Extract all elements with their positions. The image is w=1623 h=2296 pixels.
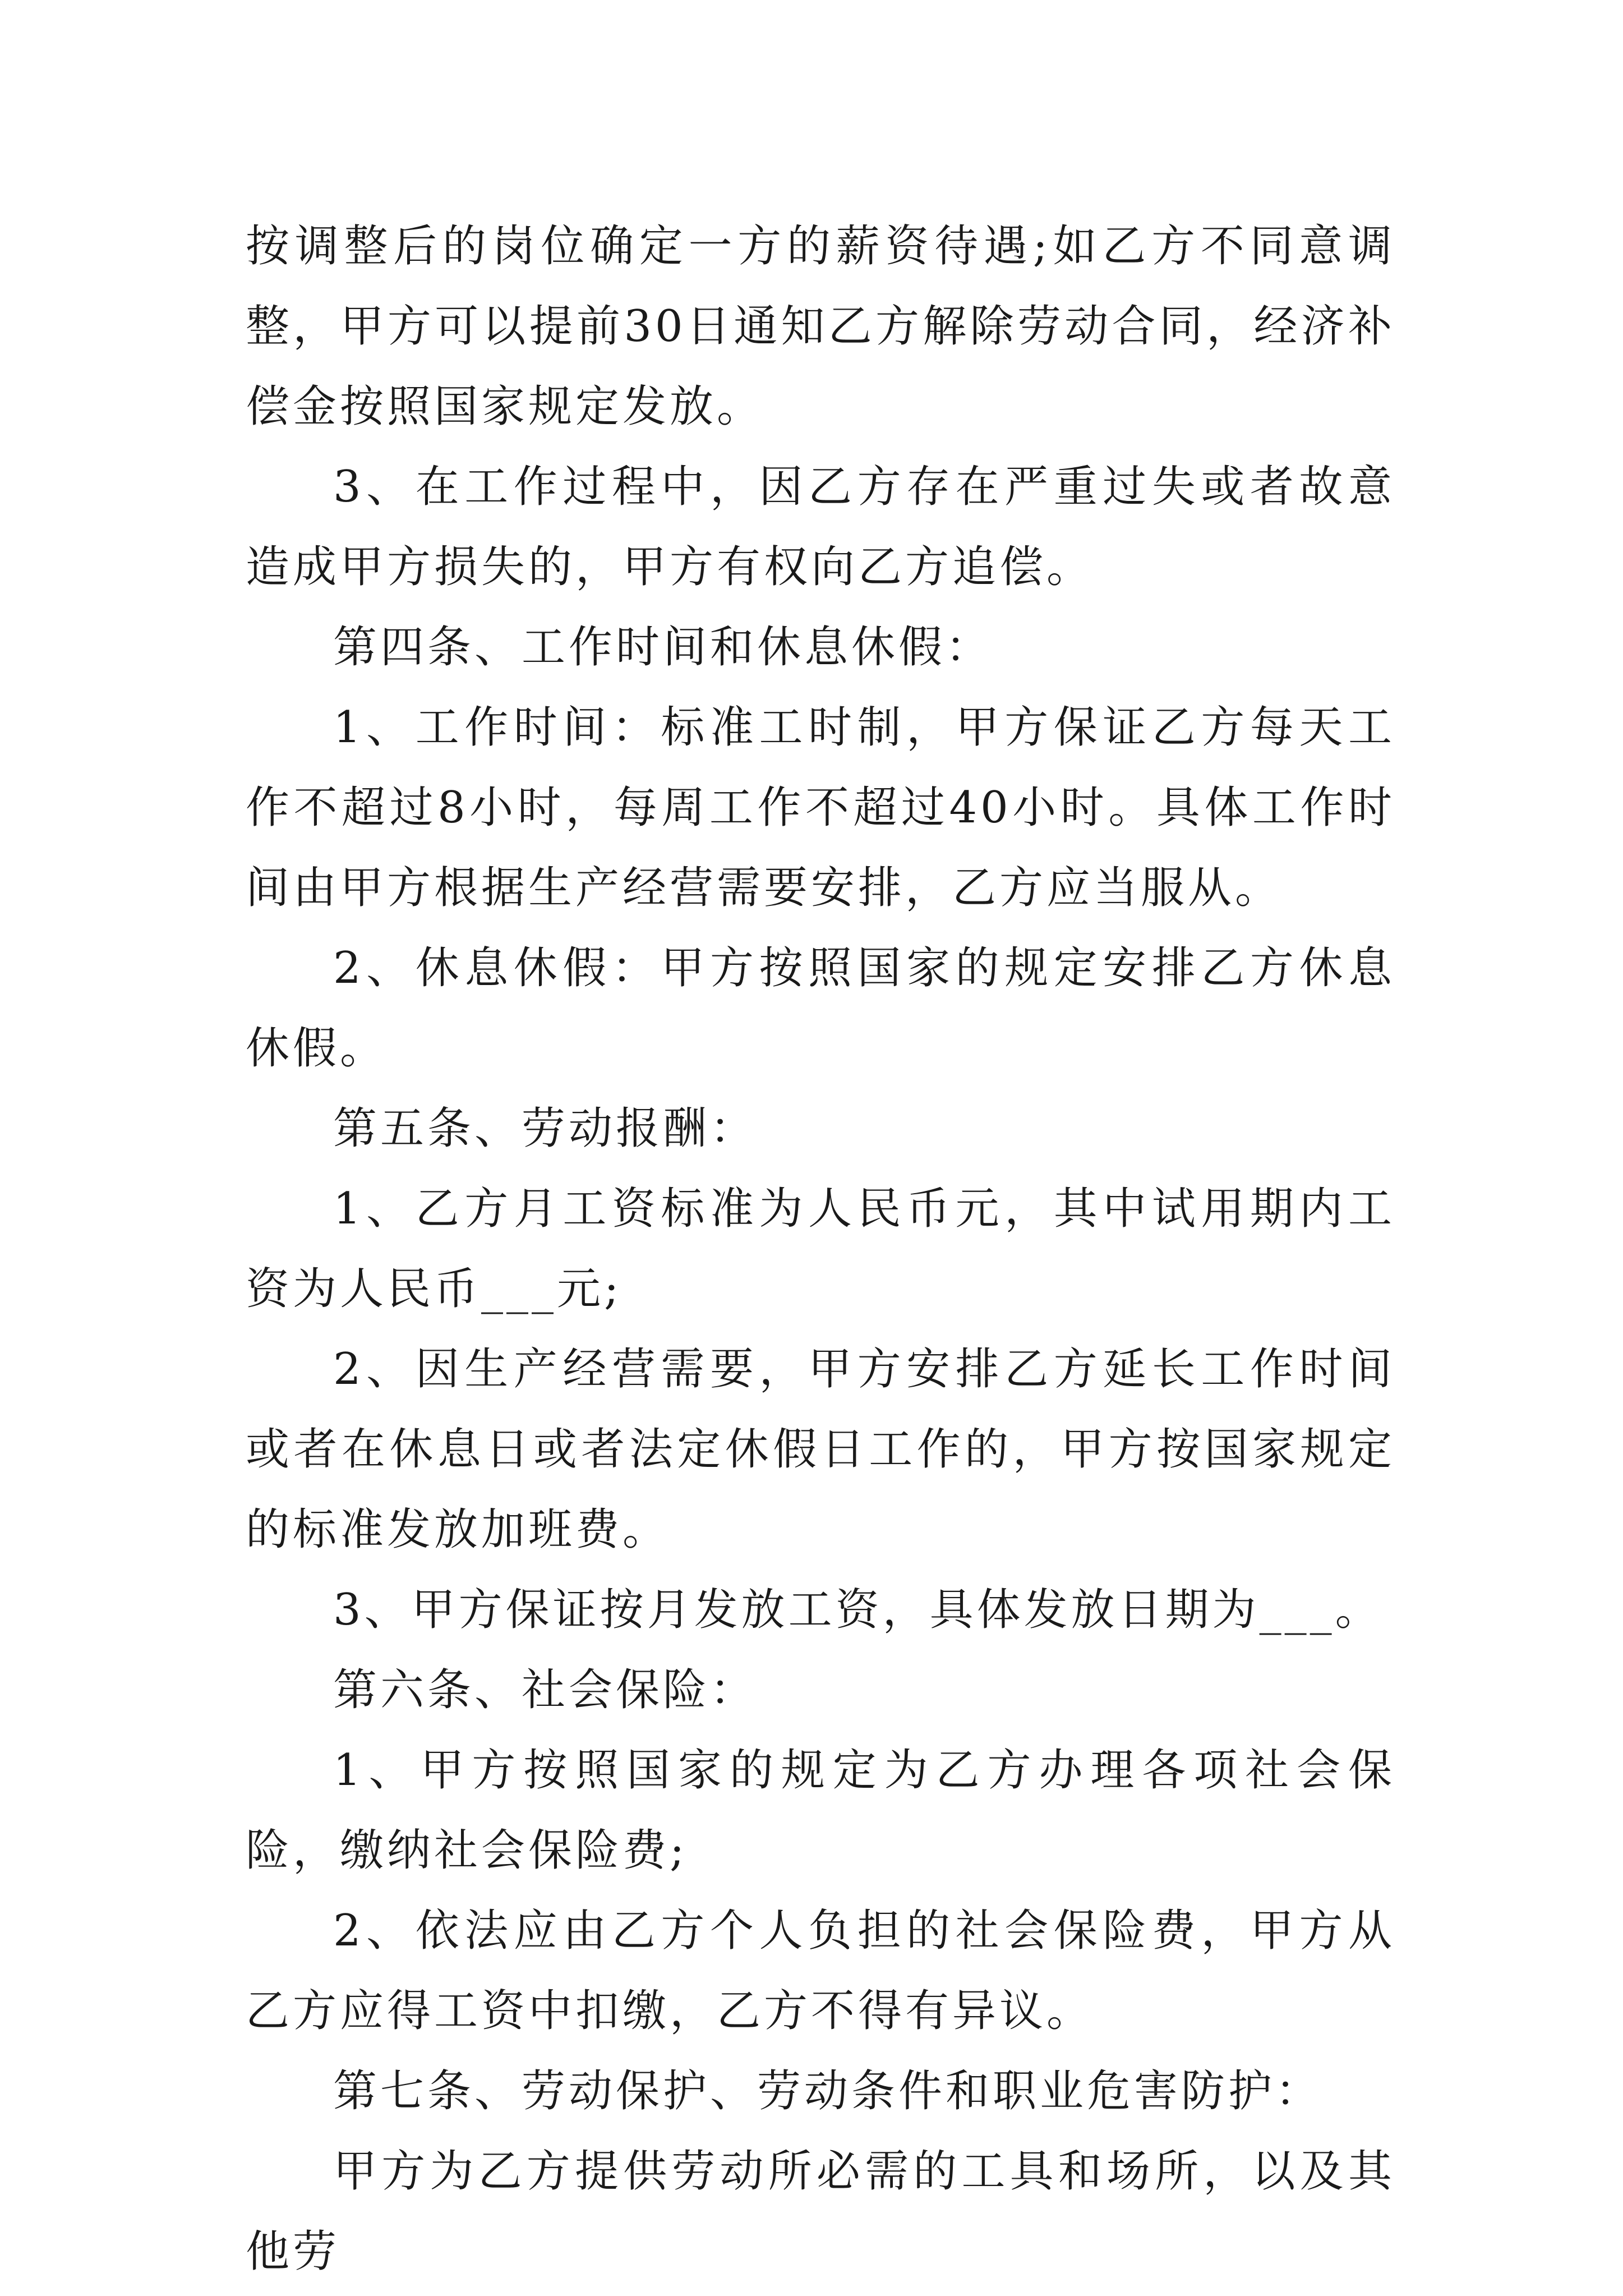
paragraph-working-hours: 1、工作时间：标准工时制，甲方保证乙方每天工作不超过8小时，每周工作不超过40小时。具体工作时间由甲方根据生产经营需要安排，乙方应当服从。 bbox=[246, 702, 1395, 913]
paragraph-monthly-wage: 1、乙方月工资标准为人民币元，其中试用期内工资为人民币___元; bbox=[246, 1184, 1395, 1314]
paragraph-pay-date: 3、甲方保证按月发放工资，具体发放日期为___。 bbox=[333, 1585, 1382, 1635]
paragraph-social-insurance: 1、甲方按照国家的规定为乙方办理各项社会保险，缴纳社会保险费; bbox=[246, 1745, 1395, 1876]
paragraph-insurance-deduction: 2、依法应由乙方个人负担的社会保险费，甲方从乙方应得工资中扣缴，乙方不得有异议。 bbox=[246, 1906, 1395, 2036]
heading-article-5: 第五条、劳动报酬： bbox=[333, 1103, 758, 1154]
paragraph-overtime: 2、因生产经营需要，甲方安排乙方延长工作时间或者在休息日或者法定休假日工作的，甲方按国家规定的标准发放加班费。 bbox=[246, 1344, 1395, 1555]
paragraph-salary-adjustment: 按调整后的岗位确定一方的薪资待遇;如乙方不同意调整，甲方可以提前30日通知乙方解除劳动合同，经济补偿金按照国家规定发放。 bbox=[246, 221, 1395, 432]
document-body bbox=[246, 206, 1395, 2292]
paragraph-clause-3-compensation: 3、在工作过程中，因乙方存在严重过失或者故意造成甲方损失的，甲方有权向乙方追偿。 bbox=[246, 462, 1395, 592]
paragraph-labor-protection: 甲方为乙方提供劳动所必需的工具和场所，以及其他劳 bbox=[246, 2146, 1395, 2277]
paragraph-rest-leave: 2、休息休假：甲方按照国家的规定安排乙方休息休假。 bbox=[246, 943, 1395, 1074]
heading-article-6: 第六条、社会保险： bbox=[333, 1665, 758, 1715]
heading-article-7: 第七条、劳动保护、劳动条件和职业危害防护： bbox=[333, 2066, 1323, 2116]
heading-article-4: 第四条、工作时间和休息休假： bbox=[333, 622, 993, 673]
